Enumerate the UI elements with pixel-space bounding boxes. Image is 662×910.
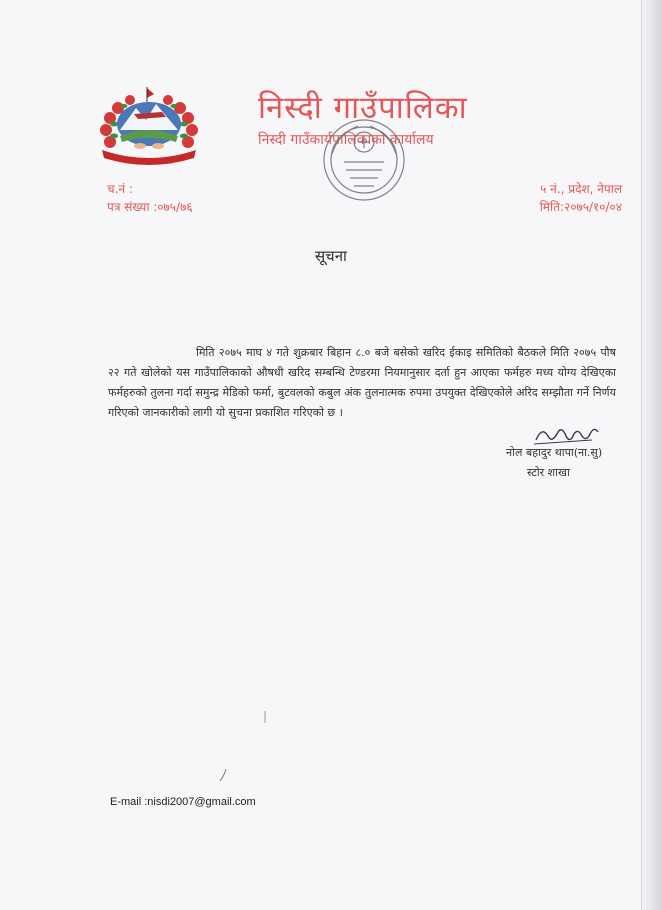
scan-mark [262,710,268,724]
address-block [540,180,622,216]
office-stamp-icon [318,114,410,206]
page-shadow [640,0,662,910]
signer-department: स्टोर शाखा [527,466,570,479]
national-emblem-icon [96,84,202,166]
org-name: निस्दी गाउँपालिका [258,90,468,126]
letter-date: मिति:२०७५/१०/०४ [539,200,622,214]
notice-heading: सूचना [315,247,347,265]
letter-number: पत्र संख्या :०७५/७६ [107,200,193,214]
address: ५ नं., प्रदेश, नेपाल [540,182,622,196]
signer-name: नोल बहादुर थापा(ना.सु) [506,446,603,459]
footer-email: E-mail :nisdi2007@gmail.com [110,796,256,808]
office-name: निस्दी गाउँकार्यपालिकाको कार्यालय [258,132,434,148]
notice-body: मिति २०७५ माघ ४ गते शुक्रबार बिहान ८.० बजे बसेको खरिद ईकाइ समितिको बैठकले मिति २०७५ पौष २२ गते खोलेको यस गाउँपालिकाको औषधी खरिद सम्बन्धि टेण्डरमा नियमानुसार दर्ता हुन आएका फर्महरु मध्य योग्य देखिएका फर्महरुको तुलना गर्दा समुन्द्र मेडिको फर्मा, बुटवलको कबुल अंक तुलनात्मक रुपमा उपयुक्त देखिएकोले अरिद सम्झौता गर्ने निर्णय गरिएको जानकारीको लागी यो सुचना प्रकाशित गरिएको छ । [108,346,616,419]
scan-mark [218,768,228,782]
ref-number: च.नं : [107,182,133,196]
reference-block [107,180,193,216]
